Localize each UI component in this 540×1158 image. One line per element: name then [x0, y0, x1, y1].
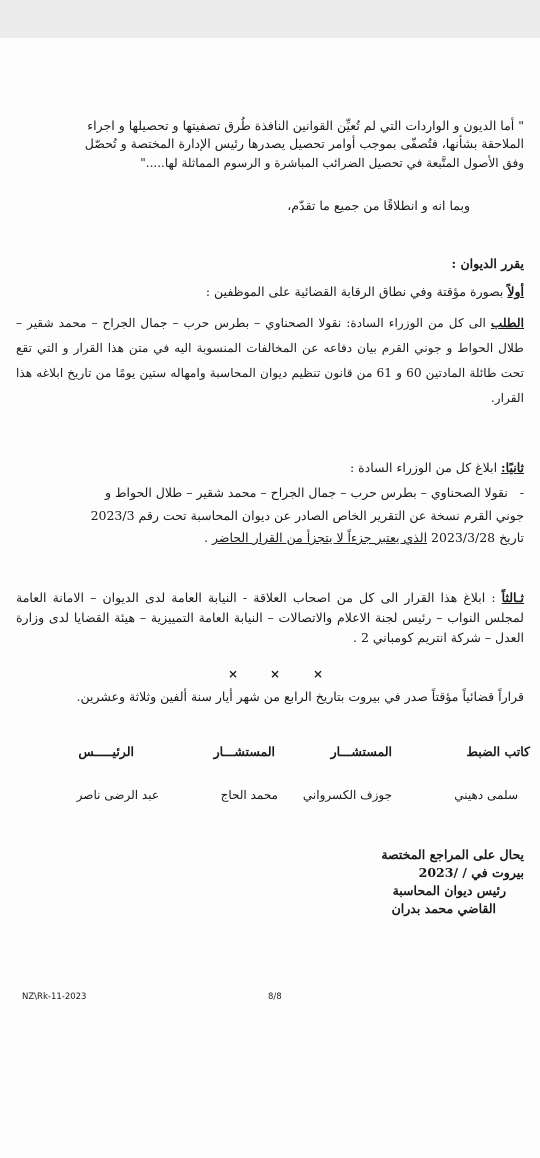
second-line-3 [204, 529, 524, 547]
bullet-dash: - [507, 485, 524, 500]
second-integral-part: الذي يعتبر جزءاً لا يتجزأ من القرار الحاضر [211, 530, 428, 545]
clerk-title: كاتب الضبط [466, 744, 530, 759]
decision-heading: يقرر الديوان : [451, 256, 524, 271]
third-label: ثـالثاً [501, 590, 524, 605]
second-date: تاريخ 2023/3/28 [427, 530, 524, 545]
clerk-name: سلمى دهيني [454, 788, 518, 802]
counselor-1-name: جوزف الكسرواني [302, 788, 392, 802]
referral-line-3: رئيس ديوان المحاسبة [392, 883, 506, 898]
counselor-2-title: المستشـــار [213, 744, 275, 759]
whereas-line: وبما انه و انطلاقًا من جميع ما تقدّم، [287, 198, 470, 213]
viewer-top-edge [0, 0, 540, 39]
president-name: عبد الرضى ناصر [76, 788, 159, 802]
request-text: الى كل من الوزراء السادة: نقولا الصحناوي – بطرس حرب – جمال الجراح – محمد شقير – طلال الحواط و جوني القرم بيان دفاعه عن المخالفات المنسوبة اليه في متن هذا القرار و التي تقع تحت طائلة المادتين 60 و 61 من قانون تنظيم ديوان المحاسبة وامهاله ستين يومًا من تاريخ ابلاغه هذا القرار. [16, 316, 525, 405]
third-text: : ابلاغ هذا القرار الى كل من اصحاب العلاقة - النيابة العامة لدى الديوان – الامانة العامة لمجلس النواب – رئيس لجنة الاعلام والاتصالات – النيابة العامة التمييزية – هيئة القضايا لدى وزارة العدل – شركة انتريم كومباني 2 . [16, 590, 524, 645]
referral-line-1: يحال على المراجع المختصة [381, 847, 524, 862]
third-clause [16, 588, 524, 648]
footer-page-number: 8/8 [268, 992, 282, 1002]
request-label: الطلب [490, 316, 524, 330]
first-text: بصورة مؤقتة وفي نطاق الرقابة القضائية على الموظفين : [205, 284, 508, 299]
referral-judge: القاضي محمد بدران [391, 901, 496, 916]
star-2: × [270, 667, 281, 681]
referral-date: بيروت في / /2023 [418, 865, 524, 880]
counselor-2-name: محمد الحاج [220, 788, 278, 802]
second-bullet [105, 484, 524, 502]
separator-stars [0, 667, 540, 681]
star-3: × [313, 667, 324, 681]
quote-line-2: الملاحقة بشأنها، فتُصفّى بموجب أوامر تحصيل يصدرها رئيس الإدارة المختصة و تُحصّل [84, 136, 524, 151]
counselor-1-title: المستشـــار [330, 744, 392, 759]
second-text: ابلاغ كل من الوزراء السادة : [349, 460, 502, 475]
president-title: الرئيـــــس [78, 744, 134, 759]
signature-block [30, 744, 530, 804]
first-label: أولاً [507, 284, 524, 299]
footer-reference: NZ\Rk-11-2023 [22, 992, 87, 1002]
first-request [16, 311, 524, 411]
second-end: . [204, 530, 212, 545]
star-1: × [228, 667, 239, 681]
issued-line: قراراً قضائياً مؤقتاً صدر في بيروت بتاريخ الرابع من شهر أيار سنة ألفين وثلاثة وعشرين. [76, 689, 524, 704]
second-clause [350, 459, 524, 477]
quote-line-3: وفق الأصول المتَّبعة في تحصيل الضرائب المباشرة و الرسوم المماثلة لها....." [140, 156, 524, 170]
first-clause [206, 283, 524, 301]
quote-line-1: " أما الديون و الواردات التي لم تُعيِّن القوانين النافذة طُرق تصفيتها و تحصيلها و اجراء [87, 118, 524, 133]
second-bullet-text: نقولا الصحناوي – بطرس حرب – جمال الجراح – محمد شقير – طلال الحواط و [104, 485, 508, 500]
second-label: ثانيًا: [501, 460, 524, 475]
second-line-2: جوني القرم نسخة عن التقرير الخاص الصادر عن ديوان المحاسبة تحت رقم 2023/3 [90, 508, 524, 523]
